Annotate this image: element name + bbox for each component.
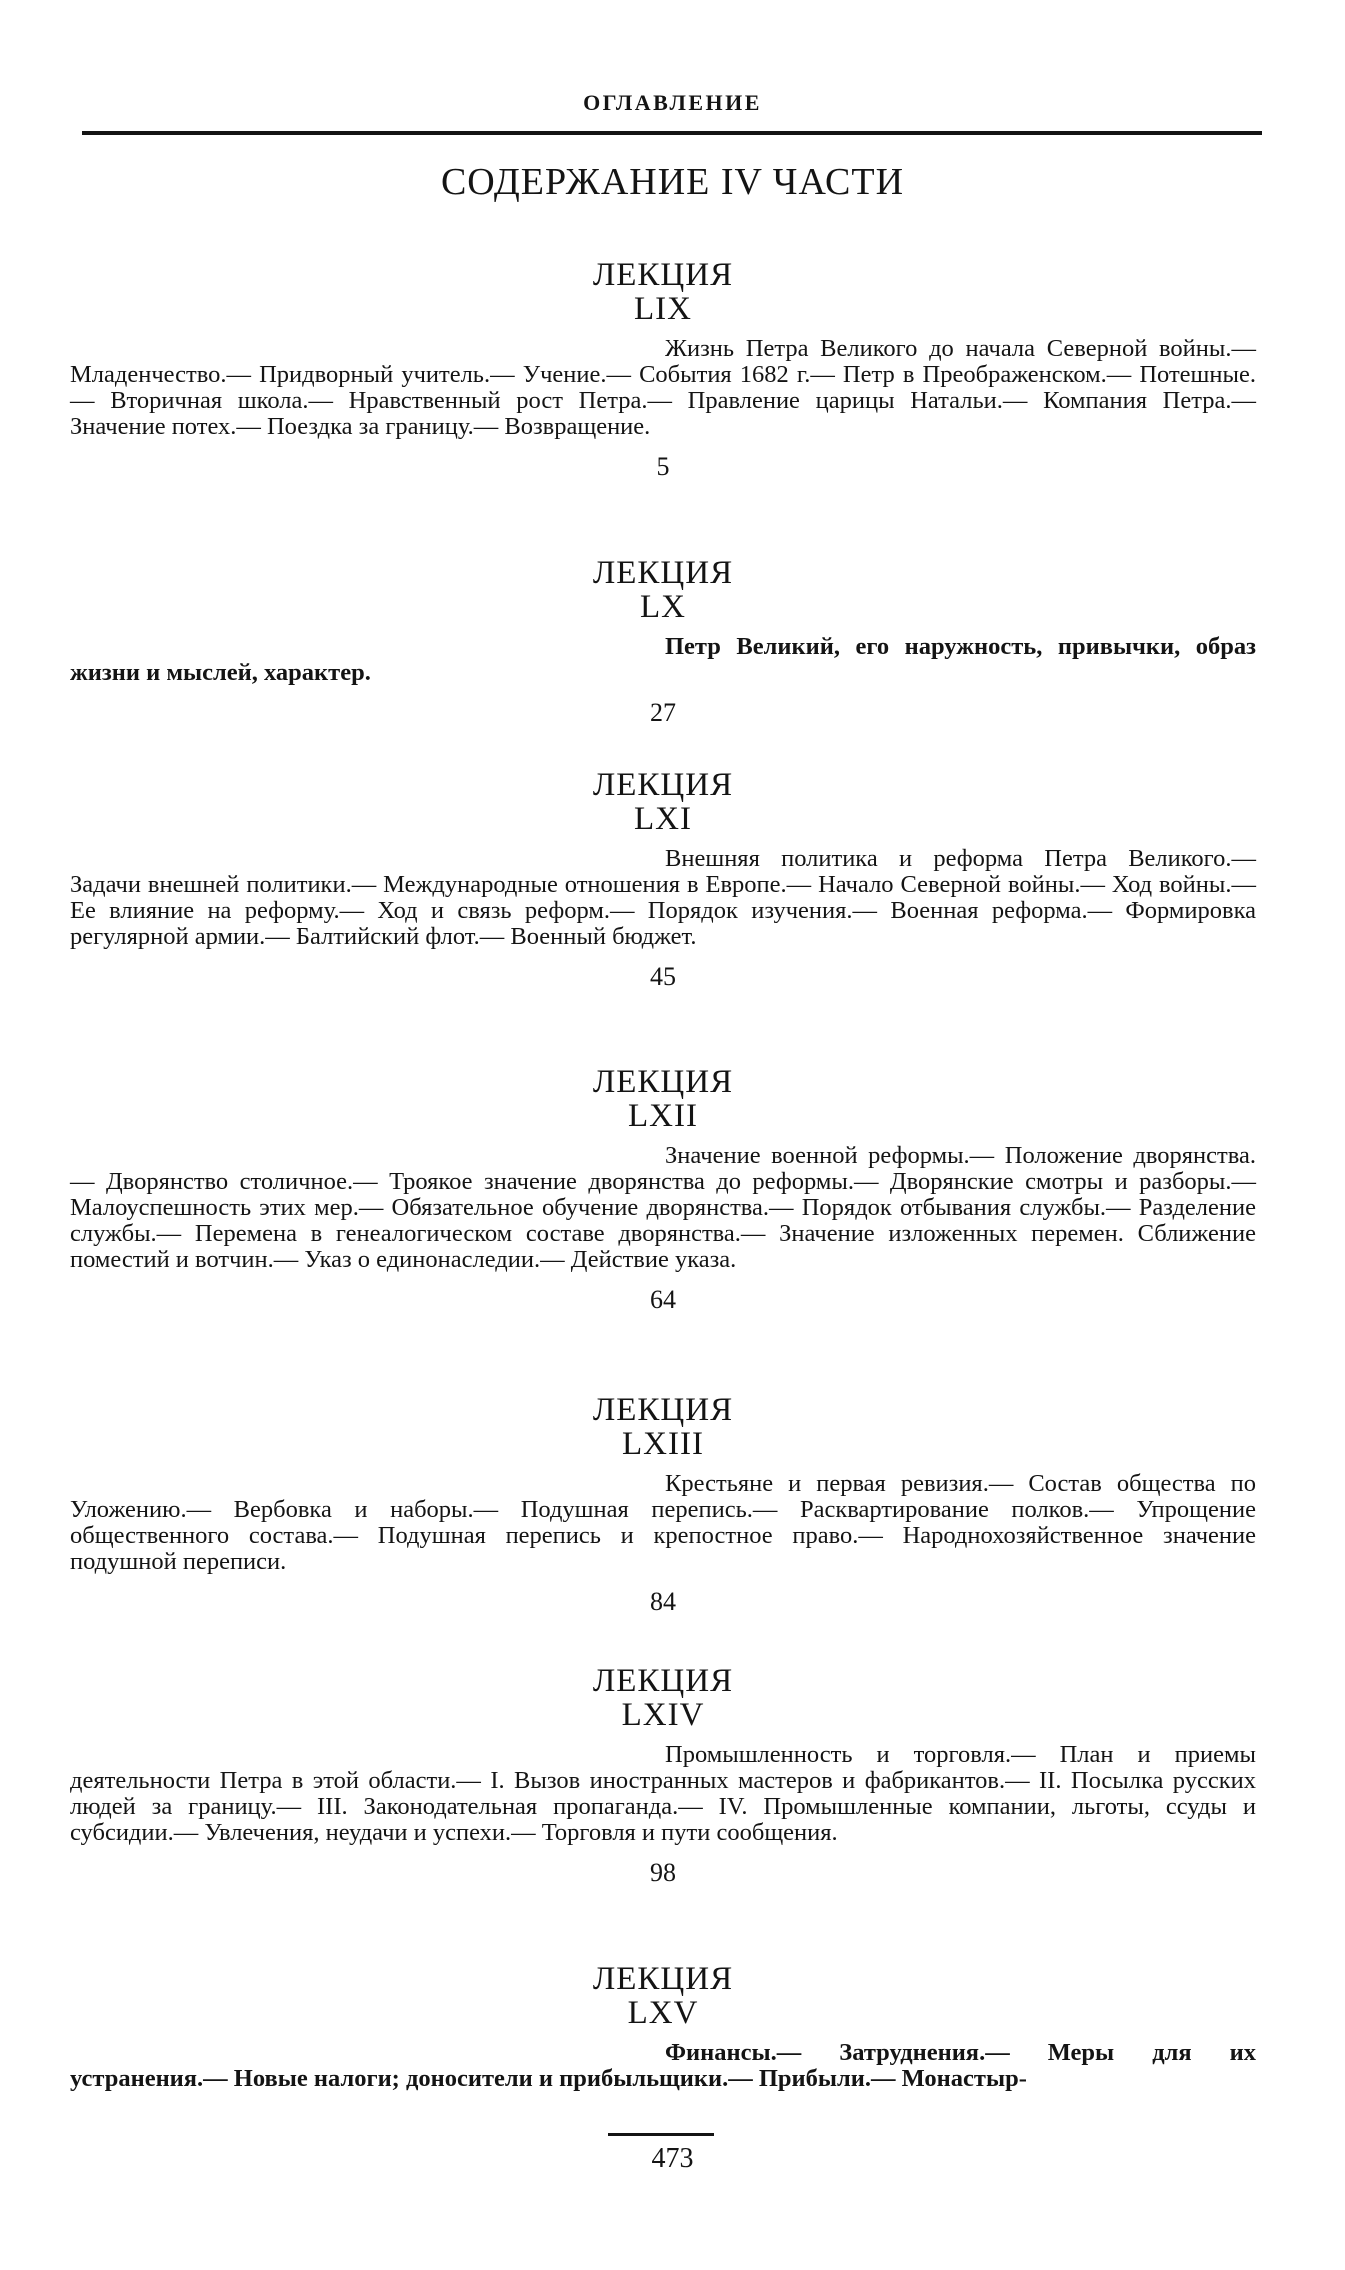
lecture-summary: Жизнь Петра Великого до начала Северной войны.— Младенчество.— Придворный учитель.— Учение.— События 1682 г.— Петр в Преображенском.— Потешные.— Вторичная школа.— Нравственный рост Петра.— Правление царицы Натальи.— Компания Петра.— Значение потех.— Поездка за границу.— Возвращение. <box>70 335 1256 440</box>
lecture-heading: ЛЕКЦИЯ <box>592 1961 734 1997</box>
lecture-summary: Внешняя политика и реформа Петра Великого.— Задачи внешней политики.— Международные отношения в Европе.— Начало Северной войны.— Ход войны.— Ее влияние на реформу.— Ход и связь реформ.— Порядок изучения.— Военная реформа.— Формировка регулярной армии.— Балтийский флот.— Военный бюджет. <box>70 845 1256 950</box>
lecture-summary: Петр Великий, его наружность, привычки, образ жизни и мыслей, характер. <box>70 633 1256 686</box>
lecture-heading: ЛЕКЦИЯ <box>592 1663 734 1699</box>
page-reference: 5 <box>656 452 670 481</box>
header-rule <box>82 131 1262 135</box>
page-reference: 27 <box>650 698 676 727</box>
page-reference: 98 <box>650 1858 676 1887</box>
lecture-entry-lxiii <box>70 1393 1256 1617</box>
lecture-heading: ЛЕКЦИЯ <box>592 555 734 591</box>
page-reference: 45 <box>650 962 676 991</box>
lecture-number: LXV <box>627 1995 699 2031</box>
lecture-heading: ЛЕКЦИЯ <box>592 1064 734 1100</box>
lecture-number: LX <box>640 589 686 625</box>
lecture-heading: ЛЕКЦИЯ <box>592 1392 734 1428</box>
lecture-number: LXI <box>634 801 692 837</box>
lecture-number: LXIV <box>621 1697 705 1733</box>
page-reference: 84 <box>650 1587 676 1616</box>
lecture-entry-lxi <box>70 768 1256 992</box>
lecture-number: LIX <box>634 291 692 327</box>
page-title: СОДЕРЖАНИЕ IV ЧАСТИ <box>440 161 905 203</box>
footer-rule <box>608 2133 714 2136</box>
lecture-heading: ЛЕКЦИЯ <box>592 257 734 293</box>
lecture-summary: Промышленность и торговля.— План и приемы деятельности Петра в этой области.— I. Вызов иностранных мастеров и фабрикантов.— II. Посылка русских людей за границу.— III. Законодательная пропаганда.— IV. Промышленные компании, льготы, ссуды и субсидии.— Увлечения, неудачи и успехи.— Торговля и пути сообщения. <box>70 1741 1256 1846</box>
lecture-summary: Финансы.— Затруднения.— Меры для их устранения.— Новые налоги; доносители и прибыльщики.— Прибыли.— Монастыр- <box>70 2039 1256 2092</box>
lecture-entry-lxiv <box>70 1664 1256 1888</box>
lecture-heading: ЛЕКЦИЯ <box>592 767 734 803</box>
running-head: ОГЛАВЛЕНИЕ <box>583 90 762 115</box>
lecture-summary: Крестьяне и первая ревизия.— Состав общества по Уложению.— Вербовка и наборы.— Подушная перепись.— Расквартирование полков.— Упрощение общественного состава.— Подушная перепись и крепостное право.— Народнохозяйственное значение подушной переписи. <box>70 1470 1256 1575</box>
lecture-number: LXII <box>628 1098 698 1134</box>
lecture-summary: Значение военной реформы.— Положение дворянства.— Дворянство столичное.— Троякое значение дворянства до реформы.— Дворянские смотры и разборы.— Малоуспешность этих мер.— Обязательное обучение дворянства.— Порядок отбывания службы.— Разделение службы.— Перемена в генеалогическом составе дворянства.— Значение изложенных перемен. Сближение поместий и вотчин.— Указ о единонаследии.— Действие указа. <box>70 1142 1256 1273</box>
page-reference: 64 <box>650 1285 676 1314</box>
lecture-entry-lxv <box>70 1962 1256 2092</box>
lecture-entry-lx <box>70 556 1256 728</box>
page-number: 473 <box>651 2143 694 2174</box>
lecture-entry-lix <box>70 258 1256 482</box>
lecture-entry-lxii <box>70 1065 1256 1315</box>
lecture-number: LXIII <box>622 1426 704 1462</box>
